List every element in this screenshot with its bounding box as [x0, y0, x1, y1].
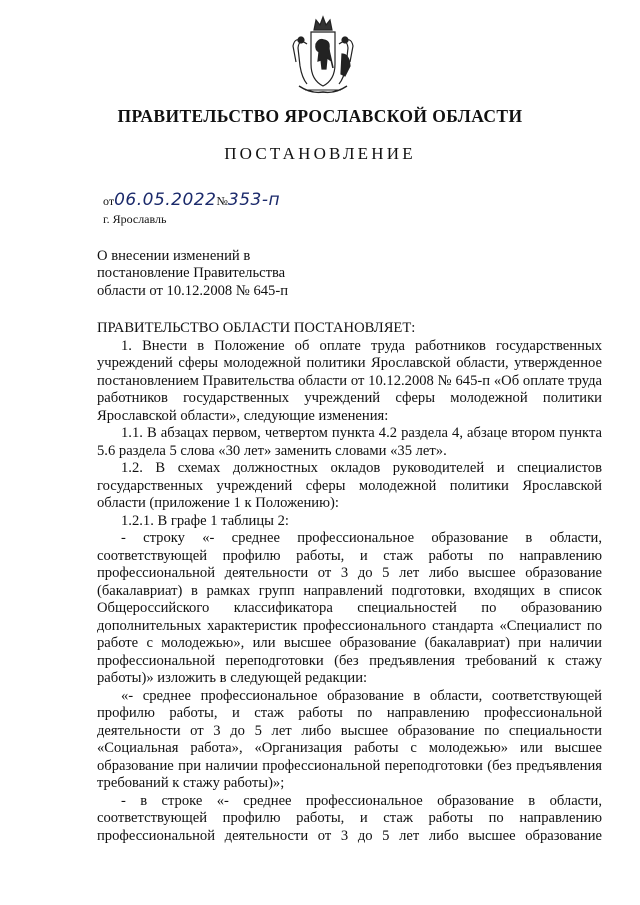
decree-heading: ПРАВИТЕЛЬСТВО ОБЛАСТИ ПОСТАНОВЛЯЕТ: — [97, 320, 416, 336]
coat-of-arms-icon — [283, 14, 363, 98]
subject-line: области от 10.12.2008 № 645-п — [97, 282, 289, 299]
subject-line: О внесении изменений в — [97, 248, 251, 264]
date-prefix: от — [103, 194, 115, 208]
government-title: ПРАВИТЕЛЬСТВО ЯРОСЛАВСКОЙ ОБЛАСТИ — [117, 106, 523, 126]
paragraph-1: 1. Внести в Положение об оплате труда работников государственных учреждений сферы молодежной политики Ярославской области, утвержденное постановлением Правительства области от 10.12.2008 № 645-п «Об оплате труда работников государственных учреждений сферы молодежной политики Ярославской области», следующие изменения: — [97, 337, 602, 424]
paragraph-1-1: 1.1. В абзацах первом, четвертом пункта 4.2 раздела 4, абзаце втором пункта 5.6 раздела 5 слова «30 лет» заменить словами «35 лет». — [97, 425, 602, 459]
document-type: ПОСТАНОВЛЕНИЕ — [224, 144, 416, 163]
registration-line — [103, 190, 280, 210]
number-prefix: № — [216, 194, 228, 208]
paragraph-1-2-1: 1.2.1. В графе 1 таблицы 2: — [121, 512, 289, 529]
paragraph-row-2: - в строке «- среднее профессиональное образование в области, соответствующей профилю работы, и стаж работы по направлению профессиональной деятельности от 3 до 5 лет либо высшее образование — [97, 792, 602, 844]
handwritten-number: 353-п — [227, 190, 281, 210]
document-subject — [97, 248, 288, 300]
paragraph-1-2: 1.2. В схемах должностных окладов руководителей и специалистов государственных учреждений сферы молодежной политики Ярославской области (приложение 1 к Положению): — [97, 460, 602, 511]
paragraph-row-replace: - строку «- среднее профессиональное образование в области, соответствующей профилю работы, и стаж работы по направлению профессиональной деятельности от 3 до 5 лет либо высшее образование (бакалавриат) в рамках групп направлений подготовки, входящих в список Общероссийского классификатора специальностей по образованию дополнительных характеристик профессионального стандарта «Специалист по работе с молодежью», или высшее образование (бакалавриат) при наличии профессиональной переподготовки (без предъявления требований к стажу работы)» изложить в следующей редакции: — [97, 530, 602, 686]
document-body — [97, 320, 602, 845]
subject-line: постановление Правительства — [97, 265, 286, 282]
city-label: г. Ярославль — [103, 212, 167, 226]
handwritten-date: 06.05.2022 — [114, 190, 217, 210]
paragraph-new-wording: «- среднее профессиональное образование в области, соответствующей профилю работы, и стаж работы по направлению профессиональной деятельности от 3 до 5 лет либо высшее образование по специальности «Социальная работа», «Организация работы с молодежью» или высшее образование при наличии профессиональной переподготовки (без предъявления требований к стажу работы)»; — [97, 687, 602, 791]
